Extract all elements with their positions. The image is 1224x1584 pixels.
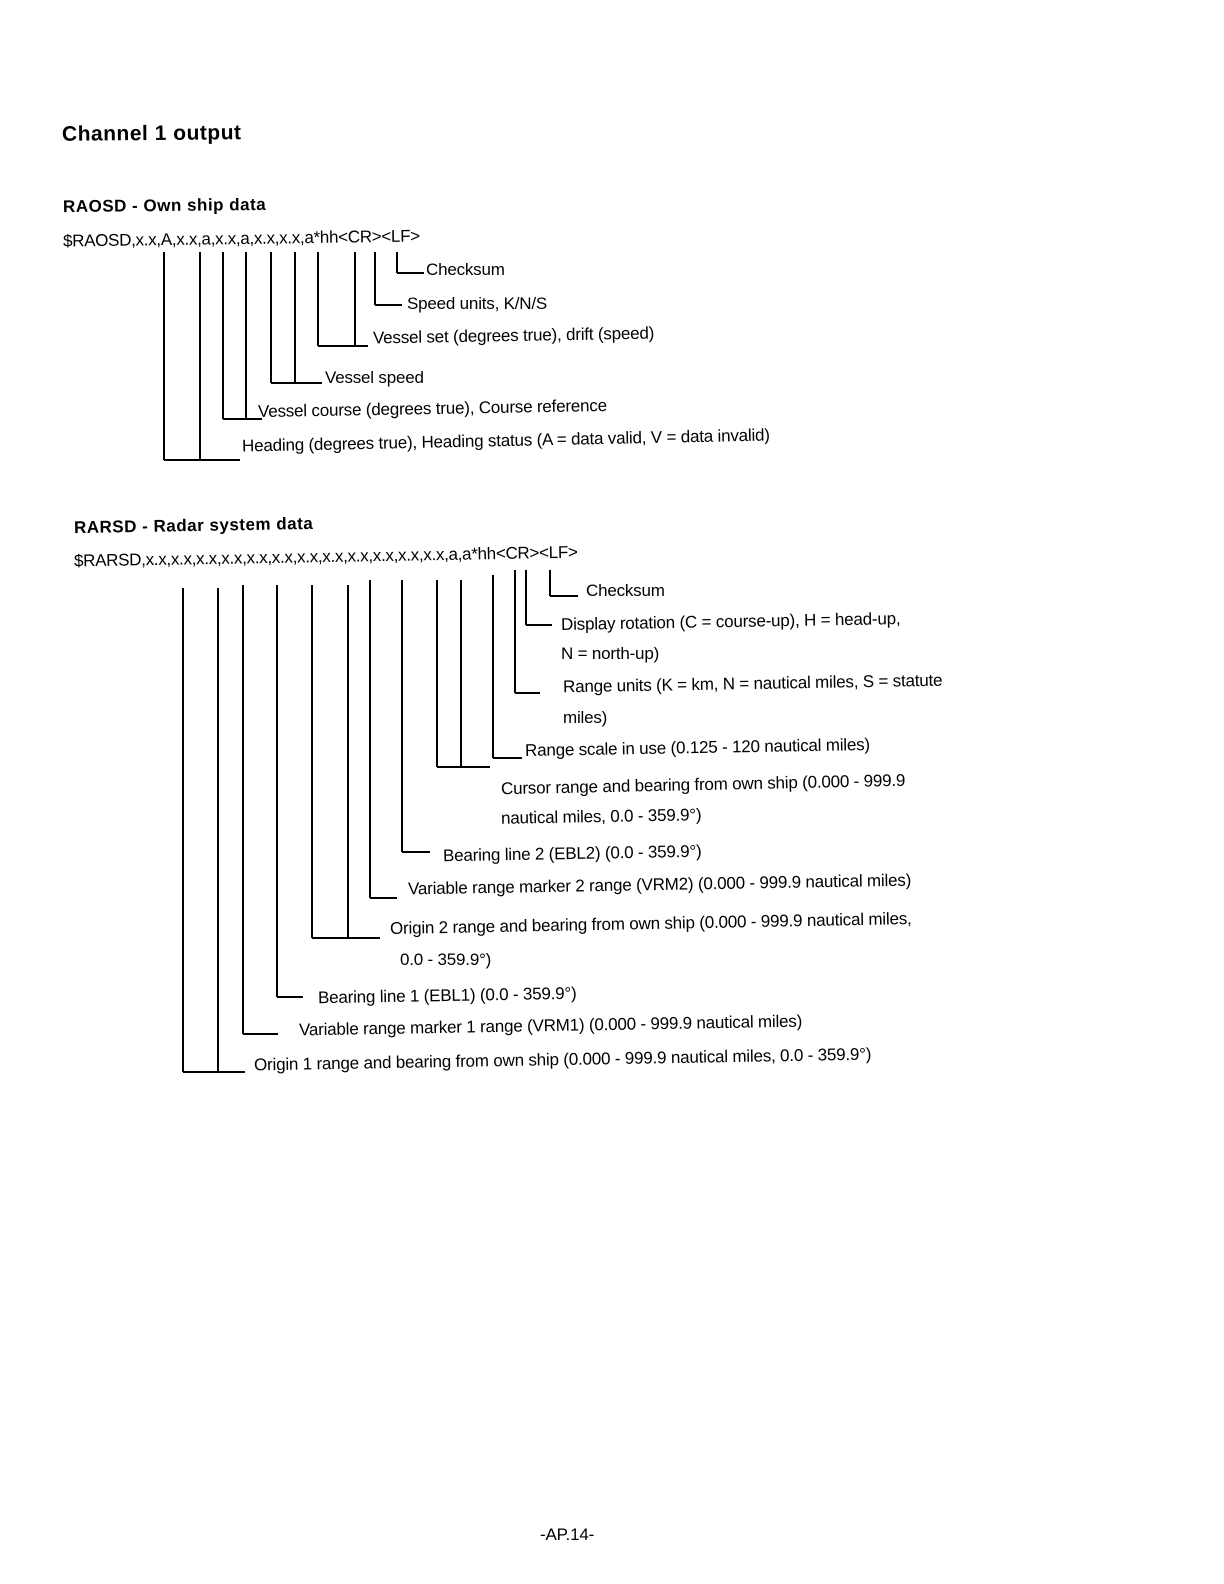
rarsd-field-ebl1: Bearing line 1 (EBL1) (0.0 - 359.9°) bbox=[317, 983, 577, 1008]
raosd-brackets bbox=[164, 252, 424, 460]
rarsd-field-range-scale: Range scale in use (0.125 - 120 nautical miles) bbox=[524, 734, 871, 761]
rarsd-field-origin2: Origin 2 range and bearing from own ship (0.000 - 999.9 nautical miles, bbox=[389, 908, 912, 939]
rarsd-field-range-units-cont: miles) bbox=[563, 708, 608, 727]
raosd-field-vessel-speed: Vessel speed bbox=[325, 368, 424, 387]
page-number: -AP.14- bbox=[540, 1525, 595, 1544]
rarsd-field-ebl2: Bearing line 2 (EBL2) (0.0 - 359.9°) bbox=[442, 841, 702, 866]
rarsd-sentence: $RARSD,x.x,x.x,x.x,x.x,x.x,x.x,x.x,x.x,x.x,x.x,x.x,x.x,a,a*hh<CR><LF> bbox=[73, 542, 578, 571]
raosd-sentence: $RAOSD,x.x,A,x.x,a,x.x,a,x.x,x.x,a*hh<CR><LF> bbox=[62, 226, 420, 251]
raosd-field-checksum: Checksum bbox=[426, 260, 505, 279]
page-title: Channel 1 output bbox=[61, 121, 242, 146]
rarsd-brackets bbox=[183, 570, 578, 1072]
rarsd-field-origin1: Origin 1 range and bearing from own ship (0.000 - 999.9 nautical miles, 0.0 - 359.9°) bbox=[253, 1044, 872, 1075]
raosd-field-vessel-course: Vessel course (degrees true), Course reference bbox=[257, 395, 608, 422]
rarsd-field-display-rotation: Display rotation (C = course-up), H = head-up, bbox=[560, 609, 901, 634]
raosd-field-heading: Heading (degrees true), Heading status (A = data valid, V = data invalid) bbox=[241, 425, 770, 456]
rarsd-field-cursor-range: Cursor range and bearing from own ship (0.000 - 999.9 bbox=[500, 770, 906, 799]
rarsd-heading: RARSD - Radar system data bbox=[73, 513, 314, 538]
raosd-heading: RAOSD - Own ship data bbox=[62, 194, 267, 217]
rarsd-field-cursor-range-cont: nautical miles, 0.0 - 359.9°) bbox=[500, 805, 702, 828]
rarsd-field-vrm1: Variable range marker 1 range (VRM1) (0.000 - 999.9 nautical miles) bbox=[298, 1011, 803, 1040]
rarsd-field-origin2-cont: 0.0 - 359.9°) bbox=[400, 950, 492, 969]
rarsd-field-display-rotation-cont: N = north-up) bbox=[561, 644, 660, 663]
rarsd-field-range-units: Range units (K = km, N = nautical miles, S = statute bbox=[562, 670, 943, 697]
rarsd-field-vrm2: Variable range marker 2 range (VRM2) (0.000 - 999.9 nautical miles) bbox=[407, 870, 912, 899]
rarsd-field-checksum: Checksum bbox=[586, 581, 665, 600]
raosd-field-speed-units: Speed units, K/N/S bbox=[407, 294, 548, 313]
raosd-field-vessel-set: Vessel set (degrees true), drift (speed) bbox=[372, 323, 655, 348]
